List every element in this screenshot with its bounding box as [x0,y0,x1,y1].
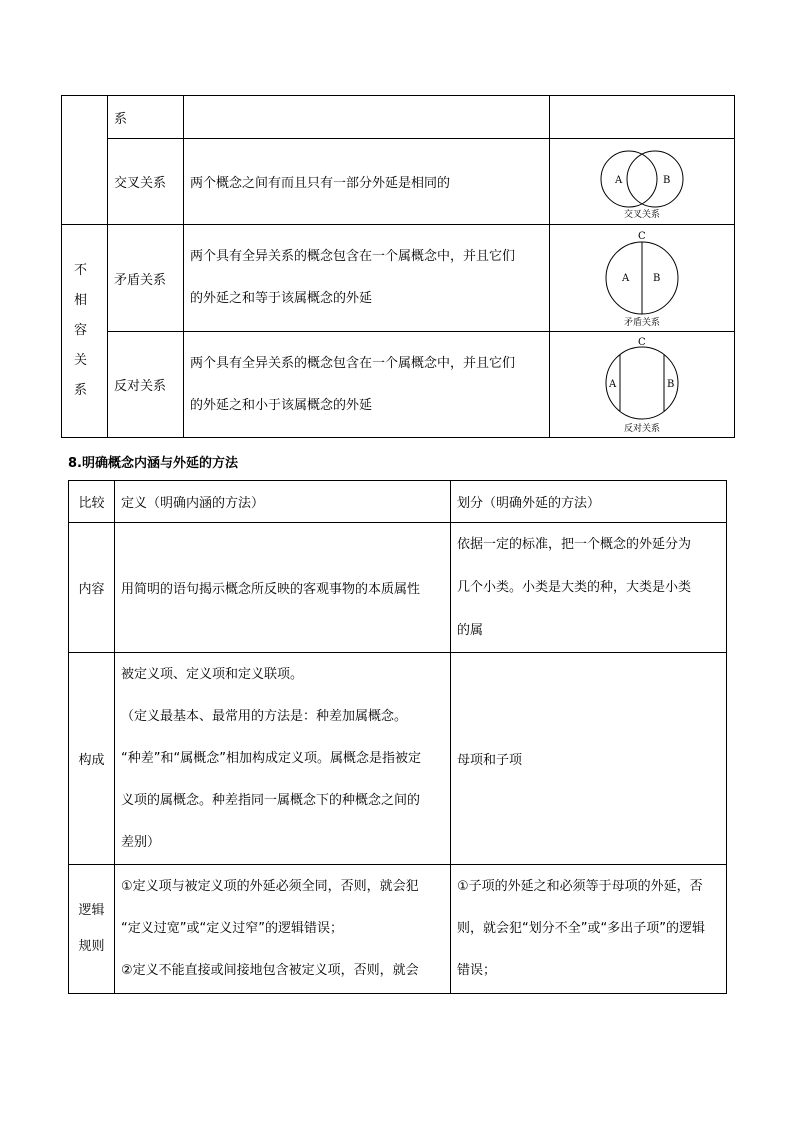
diagram-caption: 交叉关系 [623,209,661,220]
diagram-caption: 矛盾关系 [623,318,661,328]
section-heading: 8.明确概念内涵与外延的方法 [68,456,238,471]
division-structure: 母项和子项 [451,653,727,865]
label-c: C [638,336,646,348]
relation-diagram [550,96,735,139]
diagram-caption: 反对关系 [623,423,661,434]
label-a: A [609,378,617,390]
header-definition: 定义（明确内涵的方法） [115,481,451,523]
definition-division-table [68,480,727,994]
definition-content: 用简明的语句揭示概念所反映的客观事物的本质属性 [115,523,451,653]
header-compare: 比较 [69,481,115,523]
label-b: B [653,273,661,284]
relation-name: 交叉关系 [108,139,184,225]
label-a: A [615,174,623,186]
intersection-diagram [550,139,735,225]
division-content: 依据一定的标准，把一个概念的外延分为 几个小类。小类是大类的种，大类是小类 的属 [451,523,727,653]
category-cell-compatible [62,96,108,225]
relation-name: 矛盾关系 [108,225,184,332]
category-cell-incompatible: 不相 容关 系 [62,225,108,438]
contrary-diagram [550,332,735,438]
row-label-content: 内容 [69,523,115,653]
definition-structure: 被定义项、定义项和定义联项。 （定义最基本、最常用的方法是：种差加属概念。 “种差”和“属概念”相加构成定义项。属概念是指被定 义项的属概念。种差指同一属概念下的种概念之间的 差别） [115,653,451,865]
definition-rules: ①定义项与被定义项的外延必须全同，否则，就会犯 “定义过宽”或“定义过窄”的逻辑错误； ②定义不能直接或间接地包含被定义项，否则，就会 [115,865,451,994]
concept-relations-table [61,95,735,438]
label-c: C [638,231,646,242]
header-division: 划分（明确外延的方法） [451,481,727,523]
contradiction-diagram [550,225,735,332]
label-b: B [663,174,671,186]
division-rules: ①子项的外延之和必须等于母项的外延，否 则，就会犯“划分不全”或“多出子项”的逻辑 错误； [451,865,727,994]
label-b: B [667,378,675,390]
row-label-logic-rules: 逻辑 规则 [69,865,115,994]
relation-name: 反对关系 [108,332,184,438]
relation-description [184,96,550,139]
row-label-structure: 构成 [69,653,115,865]
relation-description: 两个具有全异关系的概念包含在一个属概念中，并且它们 的外延之和小于该属概念的外延 [184,332,550,438]
relation-name: 系 [108,96,184,139]
relation-description: 两个概念之间有而且只有一部分外延是相同的 [184,139,550,225]
label-a: A [622,273,630,284]
relation-description: 两个具有全异关系的概念包含在一个属概念中，并且它们 的外延之和等于该属概念的外延 [184,225,550,332]
